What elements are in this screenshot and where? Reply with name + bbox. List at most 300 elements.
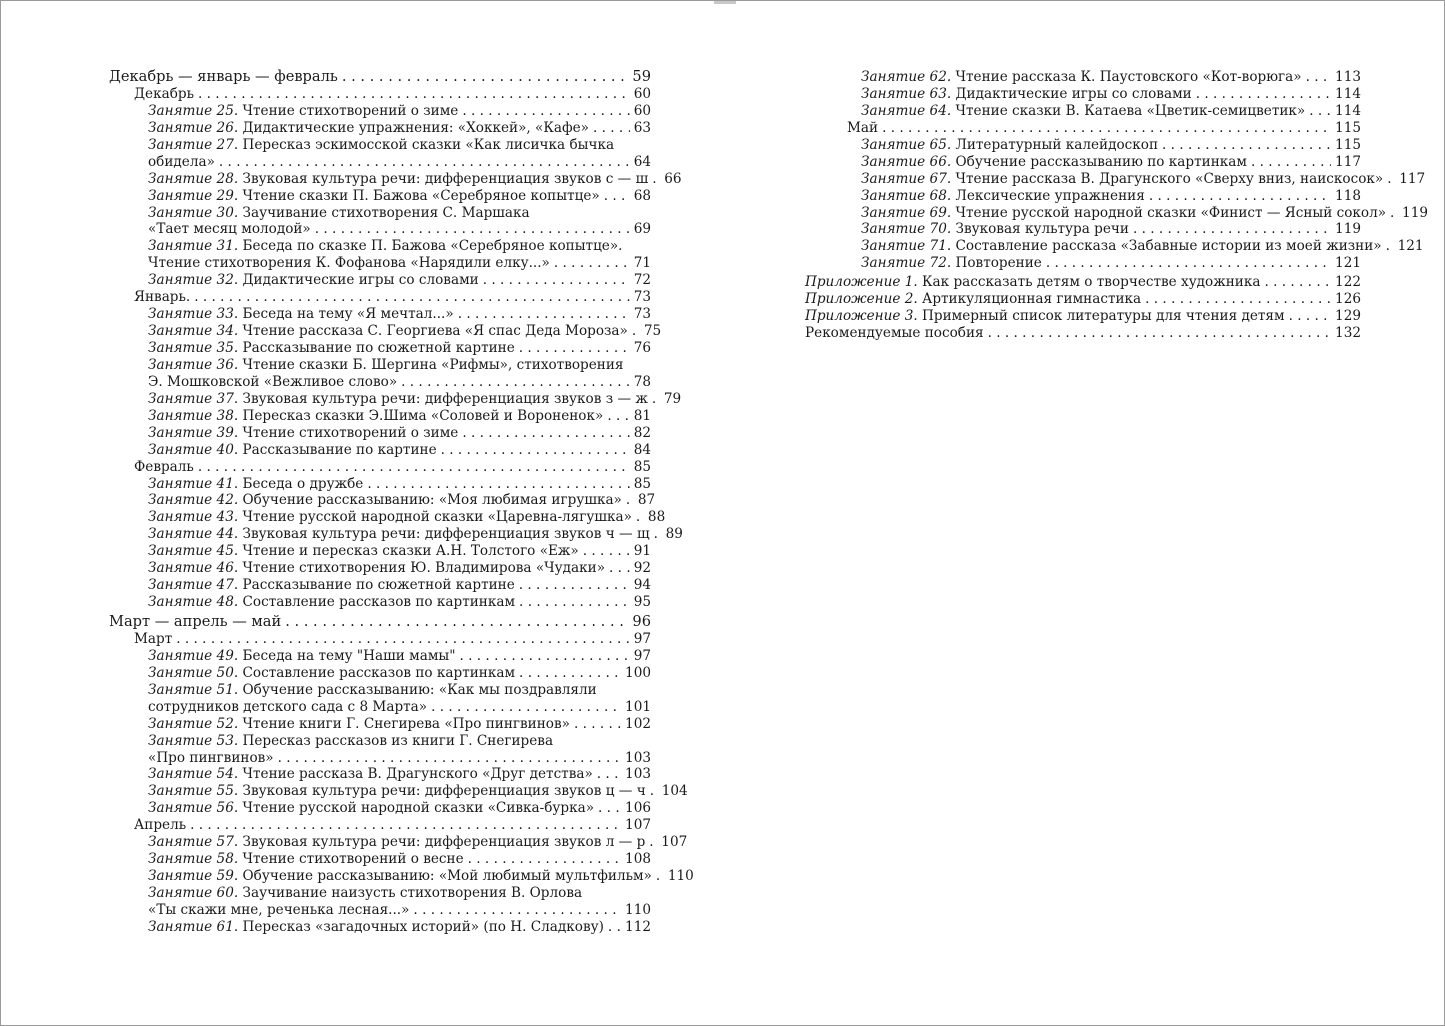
toc-leader-dots	[462, 425, 629, 442]
toc-entry	[109, 509, 666, 526]
toc-leader-dots	[574, 716, 621, 733]
toc-entry	[805, 221, 1361, 238]
toc-entry	[109, 614, 651, 631]
toc-entry-label	[861, 137, 1158, 154]
toc-leader-dots	[1264, 274, 1331, 291]
toc-entry-title: «Ты скажи мне, реченька лесная...»	[148, 901, 410, 918]
toc-leader-dots	[604, 188, 630, 205]
toc-entry-title: Звуковая культура речи	[955, 221, 1129, 238]
toc-entry-label	[148, 171, 648, 188]
toc-entry-title: Чтение сказки Б. Шергина «Рифмы», стихотворения	[242, 356, 624, 373]
toc-entry-label	[109, 614, 281, 631]
toc-entry	[109, 357, 651, 374]
toc-entry	[109, 137, 651, 154]
toc-leader-dots	[988, 325, 1331, 342]
toc-leader-dots	[656, 868, 664, 885]
toc-entry-number: Занятие 51.	[148, 681, 239, 698]
toc-entry-number: Занятие 27.	[148, 136, 239, 153]
toc-entry-number: Занятие 69.	[861, 204, 952, 221]
toc-page-number: 122	[1335, 274, 1361, 291]
toc-entry-label	[148, 442, 437, 459]
toc-entry	[109, 188, 651, 205]
toc-page-number: 95	[633, 594, 651, 611]
toc-entry	[109, 526, 683, 543]
toc-entry-number: Занятие 50.	[148, 664, 239, 681]
toc-entry	[109, 783, 688, 800]
toc-entry-number: Приложение 1.	[805, 274, 918, 291]
toc-page-number: 112	[625, 918, 651, 935]
toc-entry-label	[805, 325, 984, 342]
toc-entry	[805, 308, 1361, 325]
toc-leader-dots	[468, 851, 621, 868]
toc-entry-label	[134, 631, 172, 648]
toc-leader-dots	[626, 492, 634, 509]
toc-entry-title: Пересказ эскимосской сказки «Как лисичка бычка	[242, 136, 615, 153]
toc-page-number: 63	[633, 119, 651, 136]
toc-page-number: 126	[1335, 291, 1361, 308]
toc-leader-dots	[519, 594, 630, 611]
toc-leader-dots	[401, 374, 630, 391]
toc-entry	[805, 86, 1361, 103]
toc-entry-number: Занятие 45.	[148, 543, 239, 560]
toc-entry-label	[148, 733, 553, 750]
toc-page-number: 85	[633, 458, 651, 475]
toc-entry-number: Занятие 66.	[861, 153, 952, 170]
toc-page-number: 94	[633, 577, 651, 594]
toc-page-number: 60	[633, 85, 651, 102]
toc-page-number: 96	[632, 613, 651, 630]
toc-entry-label	[148, 716, 570, 733]
toc-entry-label	[148, 425, 458, 442]
toc-entry-title: Чтение стихотворений о зиме	[242, 424, 459, 441]
toc-page-number: 81	[633, 407, 651, 424]
toc-entry	[805, 238, 1424, 255]
toc-entry	[805, 255, 1361, 272]
toc-entry	[109, 272, 651, 289]
toc-entry	[109, 170, 682, 188]
toc-entry-title: Чтение русской народной сказки «Сивка-бурка»	[242, 800, 595, 817]
toc-entry-title: Примерный список литературы для чтения детям	[922, 308, 1285, 325]
toc-leader-dots	[554, 255, 630, 272]
toc-entry	[109, 631, 651, 648]
toc-page-number: 59	[632, 68, 651, 85]
toc-entry-number: Занятие 68.	[861, 187, 952, 204]
toc-entry-number: Занятие 26.	[148, 119, 239, 136]
toc-entry	[109, 543, 651, 560]
toc-entry	[109, 340, 651, 357]
toc-entry-number: Занятие 42.	[148, 492, 239, 509]
toc-page-number: 114	[1335, 85, 1361, 102]
toc-entry-title: Март — апрель — май	[109, 613, 282, 630]
toc-entry	[109, 919, 651, 936]
toc-entry-number: Занятие 47.	[148, 577, 239, 594]
toc-page-number: 119	[1335, 221, 1361, 238]
toc-page-number: 84	[633, 441, 651, 458]
toc-page-number: 69	[633, 221, 651, 238]
toc-page-number: 104	[661, 783, 688, 800]
toc-leader-dots	[1196, 86, 1331, 103]
toc-entry-number: Занятие 30.	[148, 204, 239, 221]
toc-entry-label	[148, 750, 274, 767]
toc-entry-title: Чтение сказки П. Бажова «Серебряное копытце»	[242, 187, 600, 204]
toc-entry-label	[861, 188, 1145, 205]
toc-entry	[109, 800, 651, 817]
toc-entry-label	[861, 69, 1302, 86]
toc-entry-number: Занятие 55.	[148, 783, 239, 800]
toc-leader-dots	[441, 442, 630, 459]
toc-entry-title: Звуковая культура речи: дифференциация звуков з — ж	[242, 390, 648, 407]
toc-page-number: 68	[633, 187, 651, 204]
toc-entry	[109, 733, 651, 750]
toc-entry-title: Январь.	[134, 289, 191, 306]
toc-left-column	[109, 68, 694, 936]
toc-entry	[805, 120, 1361, 137]
toc-entry-label	[148, 374, 397, 391]
toc-page-number: 100	[625, 664, 651, 681]
toc-entry-number: Занятие 57.	[148, 834, 239, 851]
toc-entry-title: Чтение рассказа В. Драгунского «Друг детства»	[242, 766, 593, 783]
toc-entry-title: Чтение рассказа С. Георгиева «Я спас Деда Мороза»	[242, 323, 628, 340]
toc-leader-dots	[458, 306, 630, 323]
toc-page-number: 108	[625, 851, 651, 868]
toc-page-number: 117	[1335, 153, 1361, 170]
toc-entry-label	[861, 238, 1382, 255]
toc-leader-dots	[1162, 137, 1331, 154]
toc-entry-title: Как рассказать детям о творчестве художника	[922, 274, 1261, 291]
toc-entry-title: Рассказывание по сюжетной картине	[242, 577, 515, 594]
toc-entry-label	[148, 137, 614, 154]
toc-entry-number: Занятие 62.	[861, 69, 952, 85]
toc-entry-label	[148, 509, 632, 526]
toc-leader-dots	[652, 391, 660, 408]
toc-entry-title: обидела»	[148, 153, 215, 170]
toc-entry-label	[148, 188, 600, 205]
toc-entry-number: Занятие 37.	[148, 390, 239, 407]
toc-entry-label	[134, 289, 190, 306]
toc-entry	[109, 205, 651, 222]
toc-page-number: 114	[1335, 102, 1361, 119]
toc-leader-dots	[176, 631, 629, 648]
toc-entry-number: Занятие 64.	[861, 102, 952, 119]
toc-page-number: 79	[663, 390, 682, 407]
toc-entry-label	[148, 492, 622, 509]
toc-entry-label	[148, 408, 603, 425]
toc-entry	[109, 120, 651, 137]
toc-entry-number: Занятие 38.	[148, 407, 239, 424]
toc-entry-number: Занятие 63.	[861, 85, 952, 102]
toc-page-number: 97	[633, 630, 651, 647]
toc-page-number: 71	[633, 255, 651, 272]
toc-entry	[109, 289, 651, 306]
toc-entry	[109, 492, 656, 509]
toc-leader-dots	[194, 289, 629, 306]
toc-entry-label	[148, 919, 604, 936]
toc-entry-title: Беседа на тему "Наши мамы"	[242, 647, 456, 664]
toc-page-number: 119	[1402, 204, 1428, 221]
toc-leader-dots	[636, 509, 644, 526]
toc-entry-title: Звуковая культура речи: дифференциация звуков с — ш	[242, 170, 649, 187]
toc-page-number: 103	[625, 749, 651, 766]
toc-entry-label	[148, 577, 515, 594]
toc-entry	[109, 69, 651, 86]
toc-leader-dots	[652, 171, 660, 188]
toc-entry-label	[805, 291, 1141, 308]
toc-page-number: 106	[625, 800, 651, 817]
toc-page-number: 73	[633, 289, 651, 306]
toc-entry	[805, 170, 1426, 188]
toc-entry-title: Беседа на тему «Я мечтал...»	[242, 306, 454, 323]
toc-entry-title: Дидактические игры со словами	[955, 85, 1192, 102]
toc-leader-dots	[285, 614, 628, 631]
toc-entry-label	[148, 323, 628, 340]
toc-entry-label	[148, 851, 464, 868]
toc-entry-title: Обучение рассказыванию: «Мой любимый мультфильм»	[242, 868, 652, 885]
toc-entry	[109, 902, 651, 919]
toc-entry-label	[148, 306, 454, 323]
toc-entry-number: Занятие 43.	[148, 509, 239, 526]
toc-entry-label	[148, 238, 623, 255]
toc-page-number: 92	[633, 560, 651, 577]
toc-leader-dots	[1149, 188, 1331, 205]
toc-entry-title: Э. Мошковской «Вежливое слово»	[148, 373, 398, 390]
toc-entry	[109, 885, 651, 902]
toc-entry-title: Чтение стихотворения К. Фофанова «Нарядили елку...»	[148, 255, 550, 272]
toc-entry-number: Занятие 28.	[148, 170, 239, 187]
toc-entry-title: Лексические упражнения	[955, 187, 1145, 204]
toc-entry-title: Составление рассказа «Забавные истории из моей жизни»	[955, 238, 1382, 255]
toc-leader-dots	[597, 766, 621, 783]
toc-entry-label	[861, 221, 1129, 238]
toc-leader-dots	[1306, 69, 1331, 86]
toc-right-column	[805, 69, 1428, 342]
toc-entry-number: Занятие 48.	[148, 594, 239, 611]
toc-entry-title: Пересказ «загадочных историй» (по Н. Сладкову)	[242, 918, 604, 935]
toc-page-number: 132	[1335, 325, 1361, 342]
toc-page-number: 64	[633, 153, 651, 170]
toc-entry-label	[847, 120, 878, 137]
toc-entry-title: Заучивание наизусть стихотворения В. Орлова	[242, 885, 583, 901]
toc-entry	[109, 459, 651, 476]
toc-entry-number: Занятие 29.	[148, 187, 239, 204]
toc-entry-number: Занятие 59.	[148, 868, 239, 885]
toc-leader-dots	[462, 103, 629, 120]
toc-entry-label	[148, 800, 594, 817]
toc-entry-number: Занятие 53.	[148, 732, 239, 749]
toc-entry-title: Повторение	[955, 255, 1042, 272]
toc-entry-title: Рассказывание по сюжетной картине	[242, 340, 515, 356]
toc-entry	[805, 325, 1361, 342]
toc-leader-dots	[413, 902, 621, 919]
toc-entry-title: Чтение русской народной сказки «Финист — Ясный сокол»	[955, 204, 1387, 221]
toc-entry-number: Приложение 2.	[805, 291, 918, 308]
toc-entry	[109, 255, 651, 272]
toc-entry-label	[805, 274, 1260, 291]
toc-entry	[109, 306, 651, 323]
toc-entry-label	[148, 560, 605, 577]
toc-entry-label	[805, 308, 1285, 325]
toc-entry-title: Составление рассказов по картинкам	[242, 594, 516, 611]
toc-page-number: 97	[633, 647, 651, 664]
toc-entry-label	[148, 594, 515, 611]
toc-leader-dots	[198, 86, 630, 103]
toc-leader-dots	[632, 323, 640, 340]
toc-leader-dots	[367, 476, 629, 493]
toc-entry-label	[148, 902, 409, 919]
toc-page-number: 117	[1399, 170, 1426, 187]
toc-entry-label	[148, 391, 648, 408]
toc-entry	[109, 665, 651, 682]
toc-page-number: 118	[1335, 187, 1361, 204]
toc-entry-title: Беседа о дружбе	[242, 475, 364, 492]
toc-entry-label	[148, 682, 597, 699]
toc-entry-title: «Тает месяц молодой»	[148, 221, 311, 238]
toc-leader-dots	[219, 154, 630, 171]
toc-leader-dots	[1289, 308, 1331, 325]
toc-entry-label	[861, 205, 1386, 222]
toc-entry-label	[148, 665, 515, 682]
toc-page-number: 82	[633, 424, 651, 441]
toc-entry-label	[148, 868, 652, 885]
toc-entry-label	[861, 255, 1042, 272]
toc-entry-title: Составление рассказов по картинкам	[242, 664, 516, 681]
toc-entry-number: Занятие 56.	[148, 800, 239, 817]
toc-entry-label	[148, 699, 427, 716]
toc-entry	[109, 408, 651, 425]
toc-leader-dots	[1251, 154, 1331, 171]
toc-entry	[805, 137, 1361, 154]
toc-entry-label	[148, 272, 479, 289]
toc-entry-label	[148, 543, 579, 560]
toc-entry-number: Занятие 40.	[148, 441, 239, 458]
toc-entry	[109, 425, 651, 442]
toc-entry-number: Занятие 65.	[861, 136, 952, 153]
toc-entry-title: Декабрь — январь — февраль	[109, 68, 338, 85]
toc-entry	[109, 834, 688, 851]
toc-leader-dots	[483, 272, 630, 289]
toc-entry-title: Заучивание стихотворения С. Маршака	[242, 204, 530, 221]
toc-entry-number: Занятие 31.	[148, 238, 239, 255]
toc-entry-title: Дидактические упражнения: «Хоккей», «Кафе»	[242, 119, 589, 136]
toc-entry-title: Чтение русской народной сказки «Царевна-лягушка»	[242, 509, 632, 526]
toc-leader-dots	[583, 543, 630, 560]
toc-leader-dots	[1145, 291, 1331, 308]
toc-entry	[109, 750, 651, 767]
toc-entry-label	[134, 459, 194, 476]
toc-entry-title: Обучение рассказыванию: «Как мы поздравляли	[242, 681, 597, 698]
toc-entry-number: Занятие 39.	[148, 424, 239, 441]
toc-entry-label	[148, 357, 623, 374]
toc-entry-number: Занятие 71.	[861, 238, 952, 255]
page-fold-mark	[714, 1, 736, 4]
toc-leader-dots	[519, 577, 630, 594]
toc-entry-title: Звуковая культура речи: дифференциация звуков ц — ч	[242, 783, 646, 800]
toc-entry-number: Занятие 34.	[148, 323, 239, 340]
toc-entry-label	[148, 340, 515, 357]
toc-entry-title: Пересказ рассказов из книги Г. Снегирева	[242, 732, 554, 749]
toc-entry-label	[148, 476, 363, 493]
toc-entry-number: Занятие 32.	[148, 272, 239, 289]
toc-entry-title: Дидактические игры со словами	[242, 272, 479, 289]
toc-entry-label	[148, 120, 589, 137]
toc-entry	[109, 221, 651, 238]
toc-entry-title: «Про пингвинов»	[148, 749, 274, 766]
toc-entry	[805, 204, 1428, 222]
toc-entry-number: Занятие 44.	[148, 526, 239, 543]
toc-entry	[109, 442, 651, 459]
toc-page-number: 85	[633, 475, 651, 492]
toc-entry-title: Артикуляционная гимнастика	[922, 291, 1142, 308]
toc-page-number: 113	[1335, 69, 1361, 85]
toc-leader-dots	[1309, 103, 1331, 120]
toc-leader-dots	[431, 699, 621, 716]
toc-page-number: 91	[633, 543, 651, 560]
toc-leader-dots	[608, 919, 621, 936]
toc-entry	[109, 103, 651, 120]
toc-entry-title: Звуковая культура речи: дифференциация звуков ч — щ	[242, 526, 650, 543]
toc-entry	[109, 648, 651, 665]
toc-page-number: 121	[1335, 255, 1361, 272]
toc-entry	[805, 274, 1361, 291]
toc-page-number: 110	[625, 901, 651, 918]
toc-entry-number: Занятие 46.	[148, 560, 239, 577]
toc-entry-label	[861, 103, 1305, 120]
toc-leader-dots	[342, 69, 629, 86]
toc-entry	[805, 69, 1361, 86]
toc-page-number: 115	[1335, 136, 1361, 153]
toc-entry-title: Чтение сказки В. Катаева «Цветик-семицветик»	[955, 102, 1306, 119]
toc-entry-title: Обучение рассказыванию по картинкам	[955, 153, 1247, 170]
toc-page-number: 75	[643, 323, 662, 340]
toc-leader-dots	[598, 800, 621, 817]
toc-entry	[109, 390, 682, 408]
toc-leader-dots	[1046, 255, 1331, 272]
toc-page-number: 87	[637, 492, 656, 509]
toc-entry-number: Занятие 33.	[148, 306, 239, 323]
toc-entry	[109, 851, 651, 868]
toc-page-number: 60	[633, 102, 651, 119]
toc-entry	[109, 154, 651, 171]
toc-entry-title: Март	[134, 630, 173, 647]
toc-entry-title: Чтение книги Г. Снегирева «Про пингвинов»	[242, 715, 570, 732]
toc-leader-dots	[609, 560, 630, 577]
toc-page-number: 102	[625, 715, 651, 732]
toc-entry-title: Чтение стихотворения Ю. Владимирова «Чудаки»	[242, 560, 606, 577]
toc-entry-label	[148, 221, 311, 238]
toc-entry	[109, 476, 651, 493]
toc-page-number: 115	[1335, 119, 1361, 136]
toc-entry	[109, 817, 651, 834]
toc-leader-dots	[460, 648, 630, 665]
toc-leader-dots	[519, 665, 621, 682]
toc-entry-title: сотрудников детского сада с 8 Марта»	[148, 698, 428, 715]
toc-entry-title: Декабрь	[134, 85, 194, 102]
toc-entry-title: Звуковая культура речи: дифференциация звуков л — р	[242, 834, 646, 851]
toc-entry-title: Апрель	[134, 817, 187, 834]
toc-entry-number: Занятие 49.	[148, 647, 239, 664]
toc-entry-title: Беседа по сказке П. Бажова «Серебряное копытце».	[242, 238, 623, 255]
toc-entry-number: Занятие 72.	[861, 255, 952, 272]
toc-entry-label	[148, 103, 458, 120]
toc-entry	[805, 103, 1361, 120]
toc-entry-title: Рассказывание по картине	[242, 441, 437, 458]
toc-page-number: 78	[633, 373, 651, 390]
toc-entry-label	[134, 86, 194, 103]
toc-entry	[109, 766, 651, 783]
toc-page-number: 76	[633, 340, 651, 356]
toc-entry-label	[148, 783, 646, 800]
toc-entry	[109, 374, 651, 391]
toc-entry-label	[148, 766, 593, 783]
